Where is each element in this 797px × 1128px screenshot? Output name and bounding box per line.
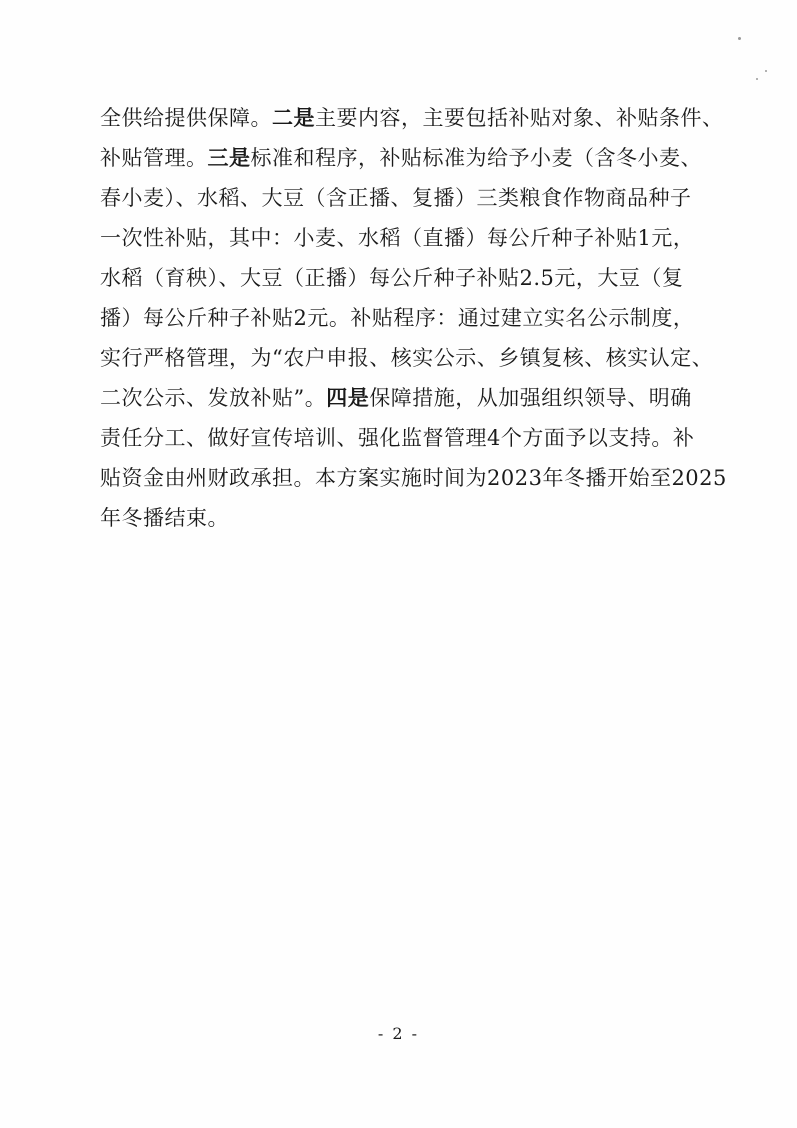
text-segment: 年冬播结束。: [100, 506, 229, 530]
text-line: [100, 218, 700, 258]
text-line: [100, 498, 700, 538]
scan-speck: [738, 37, 741, 40]
text-segment: 主要内容，主要包括补贴对象、补贴条件、: [315, 106, 724, 130]
text-line: [100, 98, 724, 138]
text-segment: 播）每公斤种子补贴2元。补贴程序：通过建立实名公示制度，: [100, 306, 695, 330]
scan-speck: [756, 78, 758, 80]
text-line: [100, 338, 714, 378]
text-segment: 春小麦）、水稻、大豆（含正播、复播）三类粮食作物商品种子: [100, 186, 692, 210]
text-segment: 补贴管理。: [100, 146, 208, 170]
text-segment: 贴资金由州财政承担。本方案实施时间为2023年冬播开始至2025: [100, 466, 727, 490]
text-line: [100, 178, 700, 218]
document-body-text: [100, 98, 727, 538]
text-segment: 二次公示、发放补贴”。: [100, 386, 327, 410]
text-line: [100, 298, 700, 338]
text-segment: 水稻（育秧）、大豆（正播）每公斤种子补贴2.5元，大豆（复: [100, 266, 684, 290]
bold-keyword: 三是: [207, 145, 251, 170]
text-segment: 责任分工、做好宣传培训、强化监督管理4个方面予以支持。补: [100, 426, 695, 450]
bold-keyword: 二是: [272, 105, 315, 130]
text-segment: 一次性补贴，其中：小麦、水稻（直播）每公斤种子补贴1元，: [100, 226, 695, 250]
text-line: [100, 378, 700, 418]
page-number: - 2 -: [377, 1024, 420, 1043]
text-line: [100, 458, 727, 498]
text-segment: 标准和程序，补贴标准为给予小麦（含冬小麦、: [250, 146, 702, 170]
text-line: [100, 138, 700, 178]
text-segment: 保障措施，从加强组织领导、明确: [369, 386, 692, 410]
scan-speck: [765, 70, 767, 72]
text-line: [100, 258, 700, 298]
text-segment: 全供给提供保障。: [100, 106, 272, 130]
text-line: [100, 418, 700, 458]
bold-keyword: 四是: [326, 385, 370, 410]
text-segment: 实行严格管理，为“农户申报、核实公示、乡镇复核、核实认定、: [100, 346, 714, 370]
